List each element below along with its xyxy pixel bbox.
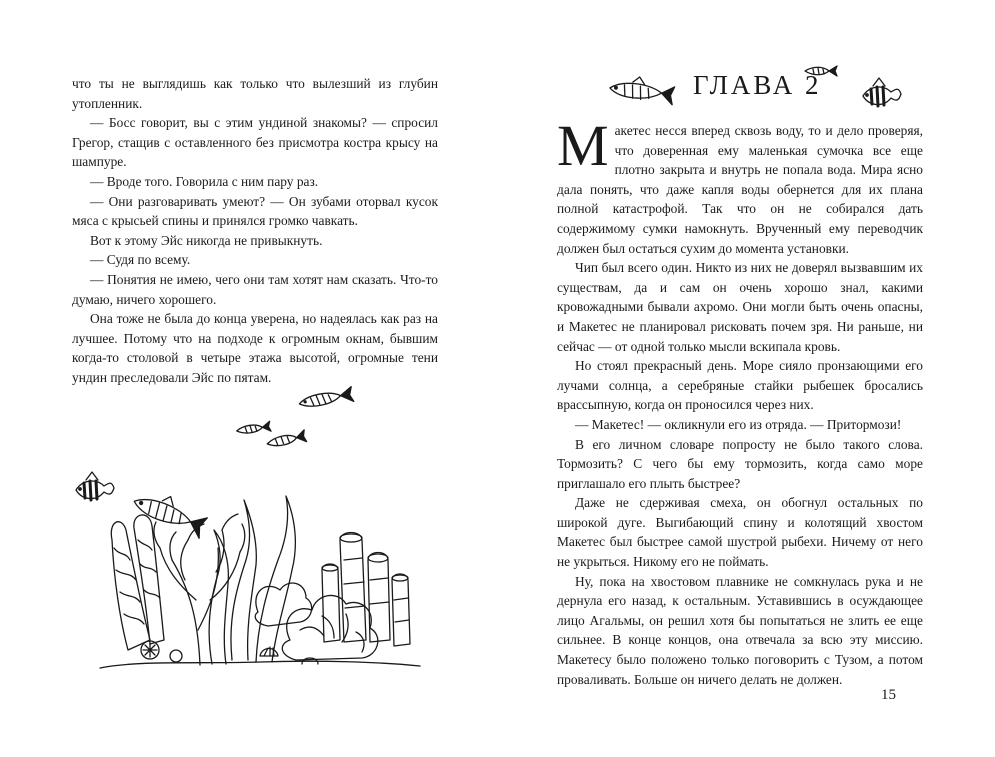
right-page [497, 0, 995, 757]
chapter-header-fish [497, 0, 995, 130]
coral-sponge-left [111, 515, 164, 650]
angelfish-icon [76, 472, 114, 500]
paragraph: Вот к этому Эйс никогда не привыкнуть. [90, 232, 323, 248]
paragraph: — Вроде того. Говорила с ним пару раз. [90, 173, 319, 189]
left-page [0, 0, 497, 757]
paragraph: Даже не сдерживая смеха, он обогнул остальных по широкой дуге. Выгибающий спину и колотящий хвостом Макетес был быстрее самой шустрой рыбехи. Ничему от него не укрыться. Никому его не поймать. [557, 495, 923, 570]
paragraph: — Судя по всему. [90, 252, 191, 268]
chapter-title: ГЛАВА 2 [693, 70, 822, 100]
seabed [100, 641, 420, 668]
paragraph: — Понятия не имею, чего они там хотят нам сказать. Что-то думаю, ничего хорошего. [72, 271, 438, 307]
seaweed [209, 496, 295, 664]
reef-illustration [0, 0, 497, 757]
first-paragraph-text: акетес несся вперед сквозь воду, то и дело проверяя, что доверенная ему маленькая сумочка все еще плотно закрыта и внутрь не попала вода. Мира ясно дала понять, что даже капля воды обернется для их плана полной катастрофой. Так что он не собирался дать содержимому сумки намокнуть. Врученный ему переводчик должен был остаться сухим до момента установки. [557, 123, 923, 256]
paragraph: Но стоял прекрасный день. Море сияло пронзающими его лучами солнца, а серебряные стайки рыбешек бросались врассыпную, когда он проносился через них. [557, 358, 923, 413]
fish-icon [131, 485, 210, 539]
paragraph: что ты не выглядишь как только что вылезший из глубин утопленник. [72, 76, 438, 111]
fish-icon [266, 430, 307, 450]
first-paragraph [557, 113, 923, 258]
paragraph: — Макетес! — окликнули его из отряда. — Притормози! [575, 416, 902, 432]
fish-icon [236, 421, 271, 436]
paragraph: — Босс говорит, вы с этим ундиной знакомы? — спросил Грегор, стащив с оставленного без присмотра костра крысу на шампуре. [72, 115, 438, 170]
paragraph: В его личном словаре попросту не было такого слова. Тормозить? С чего бы ему тормозить, когда само море приглашало его плыть быстрее? [557, 436, 923, 491]
paragraph: — Они разговаривать умеют? — Он зубами оторвал кусок мяса с крысьей спины и принялся громко чавкать. [72, 193, 438, 229]
right-page-text [557, 113, 923, 689]
drop-cap: М [557, 113, 609, 178]
paragraph: Ну, пока на хвостовом плавнике не сомкнулась рука и не дернула его назад, к остальным. Уставившись в осуждающее лицо Агальмы, он решил хотя бы попытаться не злить ее еще сильнее. В конце концов, она отвечала за всю эту миссию. Макетесу было положено только поговорить с Тузом, а потом проваливать. Больше он ничего делать не должен. [557, 573, 923, 687]
angelfish-icon [863, 78, 901, 106]
page-number: 15 [881, 687, 896, 703]
paragraph: Она тоже не была до конца уверена, но надеялась как раз на лучшее. Потому что на подходе к огромным окнам, бывшим когда-то столовой в четыре этажа высотой, огромные тени ундин преследовали Эйс по пятам. [72, 311, 438, 385]
paragraph: Чип был всего один. Никто из них не доверял вызвавшим их существам, да и сам он очень хорошо знал, какими кровожадными бывали ахромо. Они могли быть очень опасны, и Макетес не планировал рисковать почем зря. Ни раньше, ни сейчас — от одной только мысли вскипала кровь. [557, 260, 923, 354]
coral-sponge-right [322, 533, 410, 647]
fish-icon [609, 73, 676, 105]
fish-icon [298, 387, 354, 411]
